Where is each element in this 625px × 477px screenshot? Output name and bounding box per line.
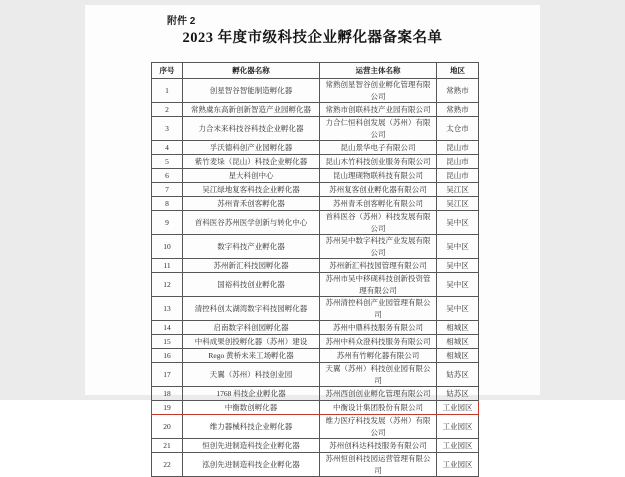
cell-district: 常熟市 — [437, 103, 479, 117]
cell-name: 恒创先进制造科技企业孵化器 — [183, 439, 320, 453]
cell-no: 16 — [152, 349, 183, 363]
cell-no: 19 — [152, 401, 183, 415]
cell-operator: 力合仁恒科创发展（苏州）有限公司 — [320, 117, 437, 141]
cell-no: 7 — [152, 183, 183, 197]
cell-no: 12 — [152, 273, 183, 297]
cell-name: 紫竹麦垛（昆山）科技企业孵化器 — [183, 155, 320, 169]
cell-district: 常熟市 — [437, 79, 479, 103]
document-title: 2023 年度市级科技企业孵化器备案名单 — [182, 30, 443, 46]
cell-name: 创星智谷智能制造孵化器 — [183, 79, 320, 103]
cell-operator: 苏州青禾创客孵化有限公司 — [320, 197, 437, 211]
cell-district: 吴江区 — [437, 183, 479, 197]
cell-no: 22 — [152, 453, 183, 477]
column-header-0: 序号 — [152, 63, 183, 79]
table-row — [152, 211, 479, 235]
cell-operator: 苏州创科达科技服务有限公司 — [320, 439, 437, 453]
cell-district: 工业园区 — [437, 415, 479, 439]
cell-operator: 常熟市创联科技产业园有限公司 — [320, 103, 437, 117]
cell-no: 21 — [152, 439, 183, 453]
table-row — [152, 297, 479, 321]
table-row — [152, 387, 479, 401]
document-page — [85, 5, 540, 475]
cell-district: 太仓市 — [437, 117, 479, 141]
cell-operator: 苏州中鼎科技服务有限公司 — [320, 321, 437, 335]
attachment-label: 附件 2 — [167, 16, 196, 27]
table-row — [152, 103, 479, 117]
cell-no: 10 — [152, 235, 183, 259]
cell-operator: 苏州恒创科技园运营管理有限公司 — [320, 453, 437, 477]
column-header-3: 地区 — [437, 63, 479, 79]
cell-operator: 天翼（苏州）科技创业园有限公司 — [320, 363, 437, 387]
table-row — [152, 155, 479, 169]
cell-district: 吴江区 — [437, 197, 479, 211]
column-header-1: 孵化器名称 — [183, 63, 320, 79]
table-row — [152, 349, 479, 363]
column-header-2: 运营主体名称 — [320, 63, 437, 79]
cell-district: 相城区 — [437, 321, 479, 335]
cell-name: 力合未来科技谷科技企业孵化器 — [183, 117, 320, 141]
cell-operator: 苏州清控科创产业园管理有限公司 — [320, 297, 437, 321]
cell-operator: 苏州吴中数字科技产业发展有限公司 — [320, 235, 437, 259]
cell-operator: 维力医疗科技发展（苏州）有限公司 — [320, 415, 437, 439]
cell-no: 18 — [152, 387, 183, 401]
cell-name: 数字科技产业孵化器 — [183, 235, 320, 259]
cell-operator: 昆山理砚物联科技有限公司 — [320, 169, 437, 183]
cell-operator: 首科医谷（苏州）科技发展有限公司 — [320, 211, 437, 235]
table-row — [152, 79, 479, 103]
table-row — [152, 273, 479, 297]
table-row — [152, 141, 479, 155]
cell-name: 常熟虞东高新创新智造产业园孵化器 — [183, 103, 320, 117]
cell-operator: 苏州西创创业孵化管理有限公司 — [320, 387, 437, 401]
cell-district: 昆山市 — [437, 141, 479, 155]
cell-name: 吴江绿地复客科技企业孵化器 — [183, 183, 320, 197]
cell-operator: 昆山木竹科技创业服务有限公司 — [320, 155, 437, 169]
cell-name: 国裕科技创业孵化器 — [183, 273, 320, 297]
cell-operator: 昆山景华电子有限公司 — [320, 141, 437, 155]
table-row — [152, 321, 479, 335]
cell-operator: 苏州中科众澄科技服务有限公司 — [320, 335, 437, 349]
cell-name: 1768 科技企业孵化器 — [183, 387, 320, 401]
cell-no: 17 — [152, 363, 183, 387]
cell-no: 5 — [152, 155, 183, 169]
table-header-row — [152, 63, 479, 79]
table-body — [152, 79, 479, 477]
cell-operator: 苏州新汇科技园管理有限公司 — [320, 259, 437, 273]
table-row — [152, 363, 479, 387]
cell-name: 中科成果创投孵化器（苏州）建设 — [183, 335, 320, 349]
table-row — [152, 169, 479, 183]
incubator-table — [151, 62, 479, 477]
cell-name: 苏州新汇科技园孵化器 — [183, 259, 320, 273]
cell-district: 姑苏区 — [437, 387, 479, 401]
cell-operator: 苏州有竹孵化器有限公司 — [320, 349, 437, 363]
table-row — [152, 439, 479, 453]
cell-name: 清控科创太湖湾数字科技园孵化器 — [183, 297, 320, 321]
cell-no: 15 — [152, 335, 183, 349]
cell-district: 相城区 — [437, 349, 479, 363]
cell-name: Rego 黄桥未来工场孵化器 — [183, 349, 320, 363]
table-row — [152, 259, 479, 273]
cell-operator: 苏州复客创业孵化器有限公司 — [320, 183, 437, 197]
table-row — [152, 401, 479, 415]
cell-name: 星大科创中心 — [183, 169, 320, 183]
cell-district: 姑苏区 — [437, 363, 479, 387]
cell-district: 吴中区 — [437, 235, 479, 259]
cell-no: 11 — [152, 259, 183, 273]
cell-no: 4 — [152, 141, 183, 155]
cell-name: 中衡数创孵化器 — [183, 401, 320, 415]
cell-district: 工业园区 — [437, 401, 479, 415]
cell-no: 14 — [152, 321, 183, 335]
cell-operator: 苏州市吴中移砚科技创新投资管理有限公司 — [320, 273, 437, 297]
cell-no: 8 — [152, 197, 183, 211]
cell-no: 20 — [152, 415, 183, 439]
cell-district: 吴中区 — [437, 273, 479, 297]
cell-operator: 中衡设计集团股份有限公司 — [320, 401, 437, 415]
cell-no: 13 — [152, 297, 183, 321]
table-row — [152, 117, 479, 141]
table-row — [152, 335, 479, 349]
cell-name: 天翼（苏州）科技创业园 — [183, 363, 320, 387]
cell-district: 工业园区 — [437, 453, 479, 477]
cell-no: 1 — [152, 79, 183, 103]
cell-district: 吴中区 — [437, 211, 479, 235]
cell-name: 孚沃德科创产业园孵化器 — [183, 141, 320, 155]
cell-no: 6 — [152, 169, 183, 183]
cell-no: 9 — [152, 211, 183, 235]
cell-operator: 常熟创星智谷创业孵化管理有限公司 — [320, 79, 437, 103]
table-row — [152, 415, 479, 439]
cell-name: 首科医谷苏州医学创新与转化中心 — [183, 211, 320, 235]
cell-district: 昆山市 — [437, 169, 479, 183]
cell-no: 3 — [152, 117, 183, 141]
table-row — [152, 453, 479, 477]
cell-district: 吴中区 — [437, 297, 479, 321]
cell-district: 吴中区 — [437, 259, 479, 273]
cell-name: 维力器械科技企业孵化器 — [183, 415, 320, 439]
cell-no: 2 — [152, 103, 183, 117]
table-row — [152, 197, 479, 211]
table-row — [152, 183, 479, 197]
cell-district: 工业园区 — [437, 439, 479, 453]
cell-name: 泓创先进制造科技企业孵化器 — [183, 453, 320, 477]
cell-name: 启南数字科创园孵化器 — [183, 321, 320, 335]
table-row — [152, 235, 479, 259]
cell-district: 昆山市 — [437, 155, 479, 169]
cell-district: 相城区 — [437, 335, 479, 349]
cell-name: 苏州青禾创客孵化器 — [183, 197, 320, 211]
